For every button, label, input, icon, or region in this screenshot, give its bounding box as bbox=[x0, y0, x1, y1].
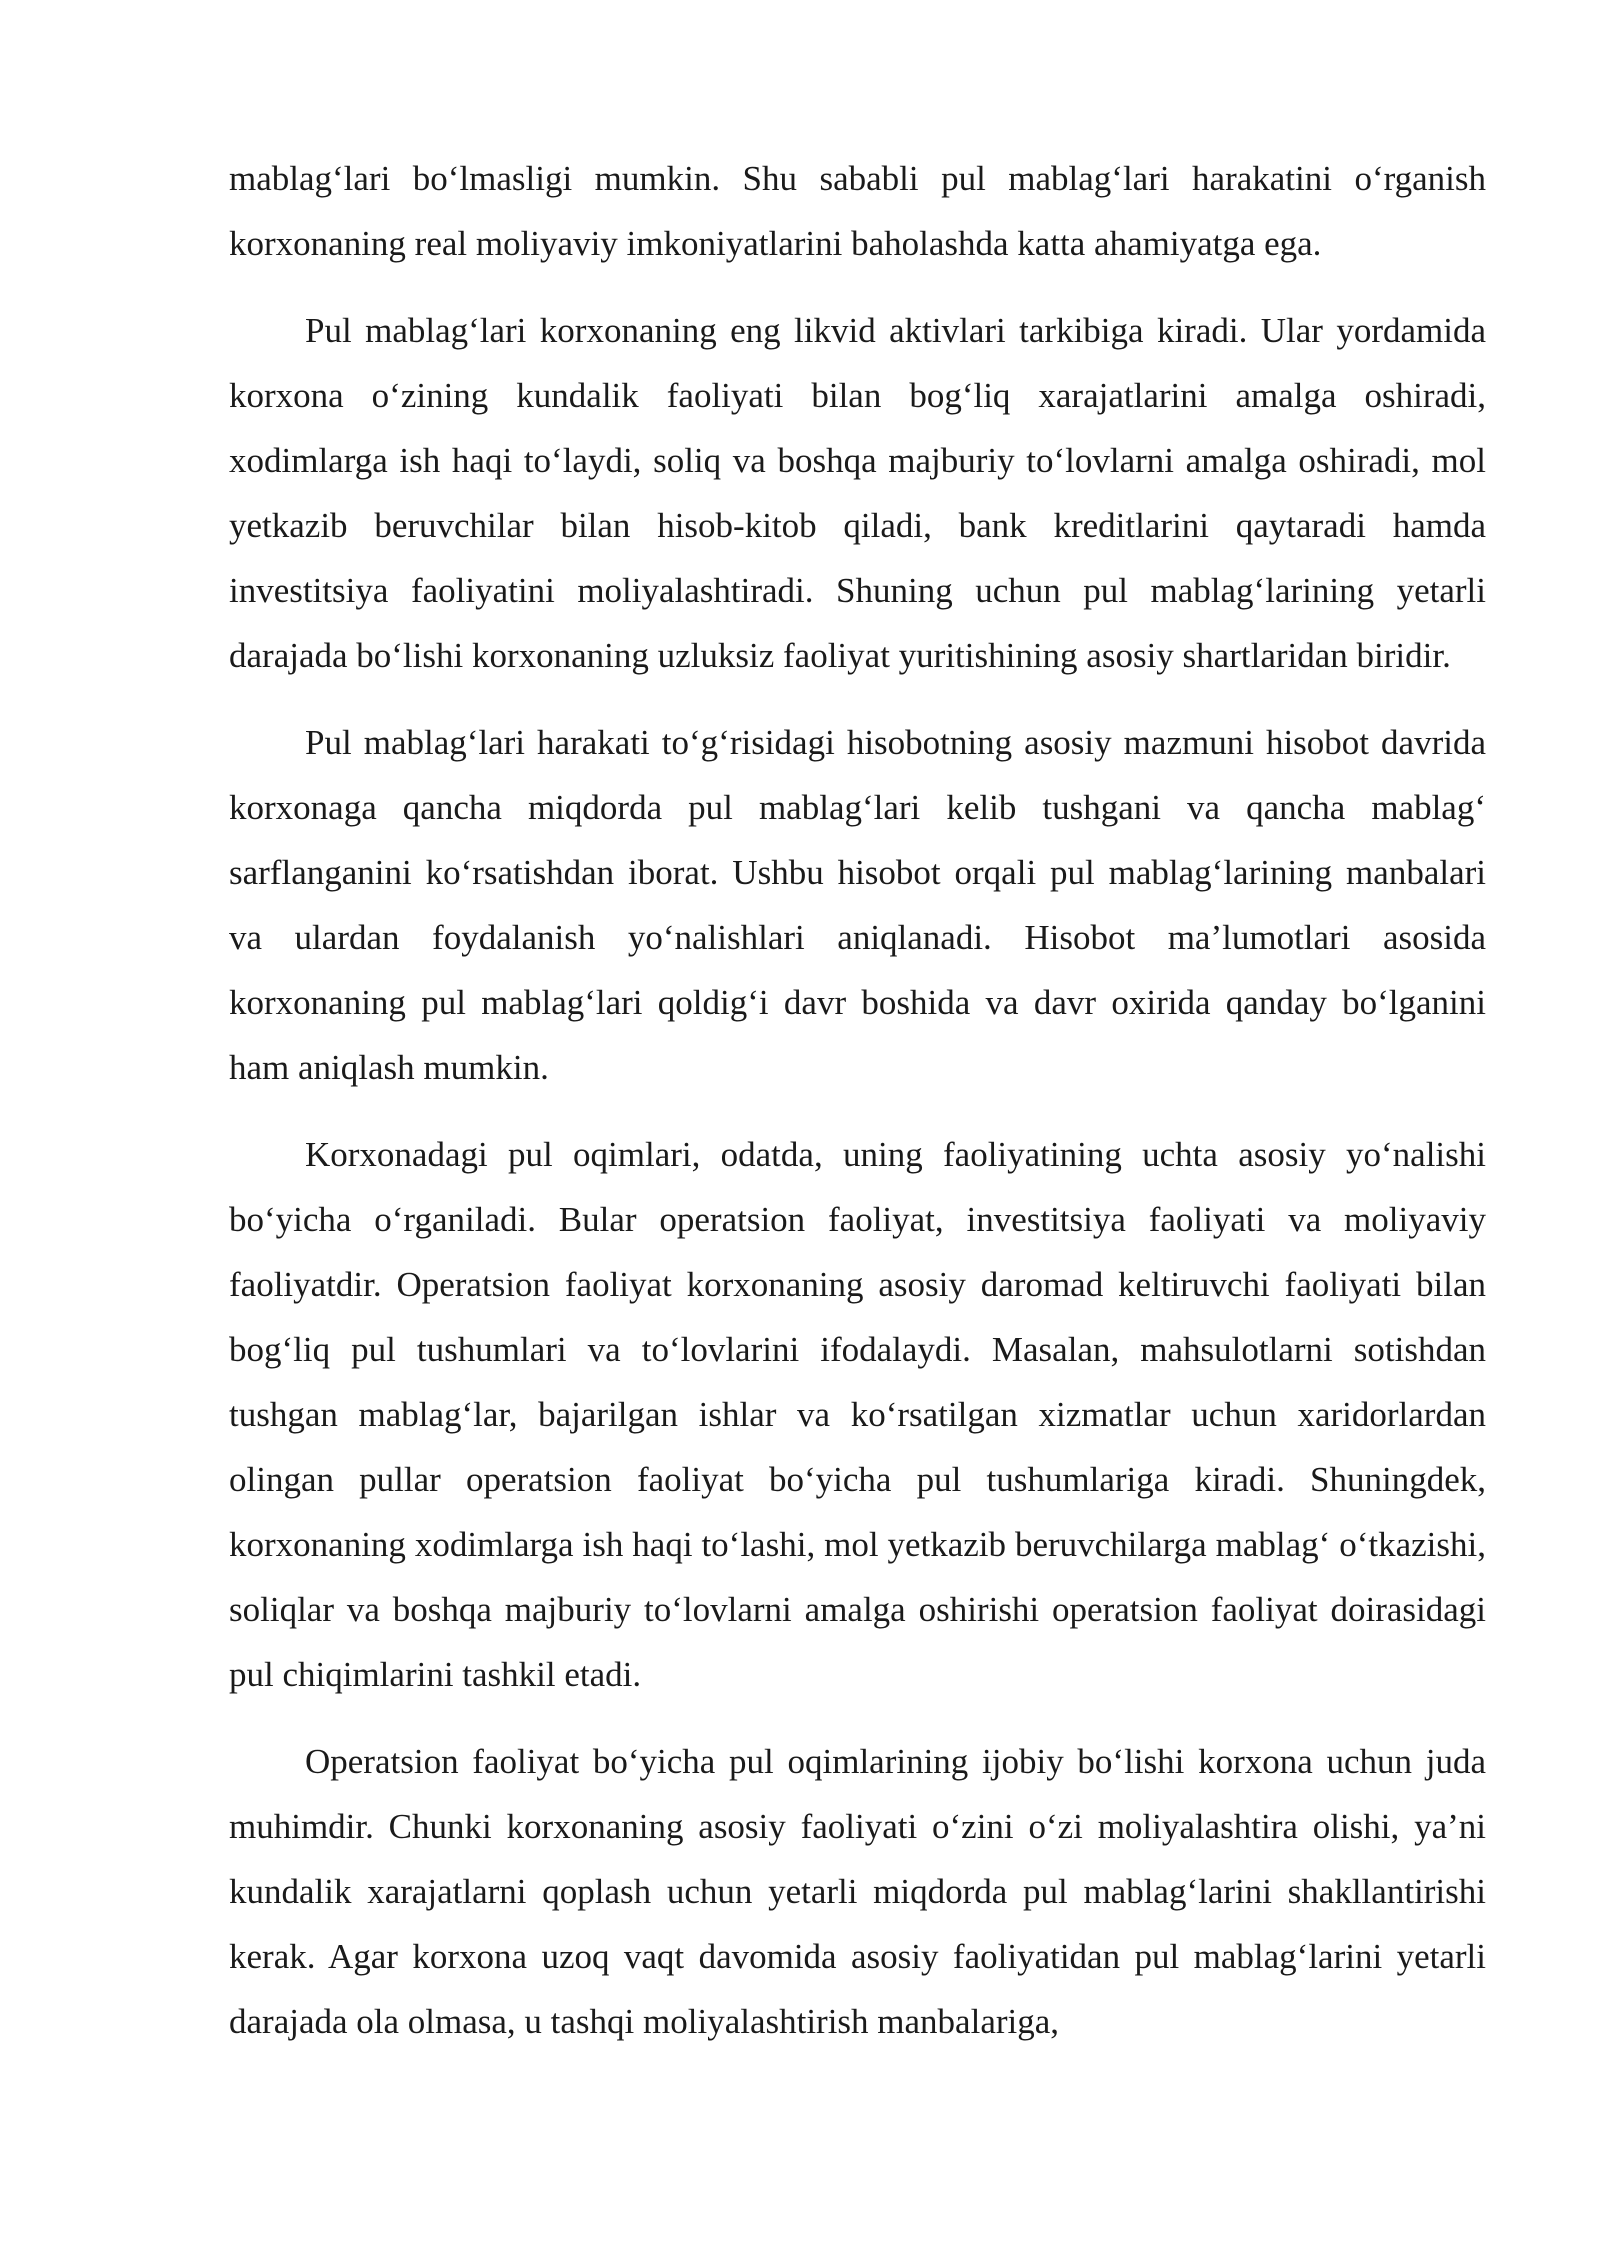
paragraph-2: Pul mablag‘lari korxonaning eng likvid aktivlari tarkibiga kiradi. Ular yordamida korxona o‘zining kundalik faoliyati bilan bog‘liq xarajatlarini amalga oshiradi, xodimlarga ish haqi to‘laydi, soliq va boshqa majburiy to‘lovlarni amalga oshiradi, mol yetkazib beruvchilar bilan hisob-kitob qiladi, bank kreditlarini qaytaradi hamda investitsiya faoliyatini moliyalashtiradi. Shuning uchun pul mablag‘larining yetarli darajada bo‘lishi korxonaning uzluksiz faoliyat yuritishining asosiy shartlaridan biridir. bbox=[229, 311, 1486, 675]
paragraph-5: Operatsion faoliyat bo‘yicha pul oqimlarining ijobiy bo‘lishi korxona uchun juda muhimdir. Chunki korxonaning asosiy faoliyati o‘zini o‘zi moliyalashtira olishi, ya’ni kundalik xarajatlarni qoplash uchun yetarli miqdorda pul mablag‘larini shakllantirishi kerak. Agar korxona uzoq vaqt davomida asosiy faoliyatidan pul mablag‘larini yetarli darajada ola olmasa, u tashqi moliyalashtirish manbalariga, bbox=[229, 1742, 1486, 2041]
paragraph-1: mablag‘lari bo‘lmasligi mumkin. Shu sababli pul mablag‘lari harakatini o‘rganish korxonaning real moliyaviy imkoniyatlarini baholashda katta ahamiyatga ega. bbox=[229, 159, 1486, 263]
paragraph-4: Korxonadagi pul oqimlari, odatda, uning faoliyatining uchta asosiy yo‘nalishi bo‘yicha o‘rganiladi. Bular operatsion faoliyat, investitsiya faoliyati va moliyaviy faoliyatdir. Operatsion faoliyat korxonaning asosiy daromad keltiruvchi faoliyati bilan bog‘liq pul tushumlari va to‘lovlarini ifodalaydi. Masalan, mahsulotlarni sotishdan tushgan mablag‘lar, bajarilgan ishlar va ko‘rsatilgan xizmatlar uchun xaridorlardan olingan pullar operatsion faoliyat bo‘yicha pul tushumlariga kiradi. Shuningdek, korxonaning xodimlarga ish haqi to‘lashi, mol yetkazib beruvchilarga mablag‘ o‘tkazishi, soliqlar va boshqa majburiy to‘lovlarni amalga oshirishi operatsion faoliyat doirasidagi pul chiqimlarini tashkil etadi. bbox=[229, 1135, 1486, 1694]
paragraph-3: Pul mablag‘lari harakati to‘g‘risidagi hisobotning asosiy mazmuni hisobot davrida korxonaga qancha miqdorda pul mablag‘lari kelib tushgani va qancha mablag‘ sarflanganini ko‘rsatishdan iborat. Ushbu hisobot orqali pul mablag‘larining manbalari va ulardan foydalanish yo‘nalishlari aniqlanadi. Hisobot ma’lumotlari asosida korxonaning pul mablag‘lari qoldig‘i davr boshida va davr oxirida qanday bo‘lganini ham aniqlash mumkin. bbox=[229, 723, 1486, 1087]
document-page bbox=[229, 146, 1486, 2076]
